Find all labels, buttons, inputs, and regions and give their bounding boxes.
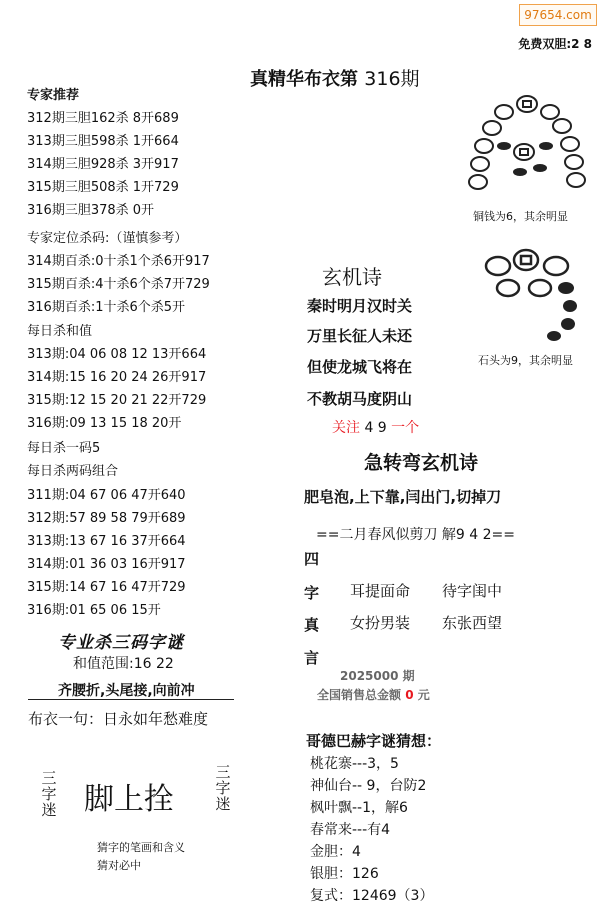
pro-kill-heading: 专业杀三码字谜: [58, 633, 184, 653]
list-item: 314期:01 36 03 16开917: [27, 557, 186, 572]
guanzhu-label: 关注: [332, 420, 360, 436]
daily-two-heading: 每日杀两码组合: [27, 464, 119, 479]
goldbach-line: 银胆：126: [310, 866, 379, 882]
coin-digit-illustration: [462, 92, 592, 202]
list-item: 313期三胆598杀 1开664: [27, 134, 179, 149]
jizhuanwan-heading: 急转弯玄机诗: [364, 452, 479, 474]
list-item: 312期三胆162杀 8开689: [27, 111, 179, 126]
list-item: 314期:15 16 20 24 26开917: [27, 370, 207, 385]
sales-total: [317, 686, 430, 703]
guanzhu-nums: 4 9: [364, 420, 387, 436]
sum-range: 和值范围:16 22: [73, 656, 174, 672]
xuanji-poem-title: 玄机诗: [322, 265, 382, 289]
list-item: 313期:04 06 08 12 13开664: [27, 347, 207, 362]
term-number: 2025000 期: [340, 669, 415, 683]
goldbach-line: 春常来---有4: [310, 822, 391, 838]
sales-label: 全国销售总金额: [317, 688, 402, 702]
site-watermark: 97654.com: [519, 4, 597, 26]
page-title: [250, 64, 420, 91]
poem-line: 不教胡马度阴山: [307, 390, 413, 408]
list-item: 315期三胆508杀 1开729: [27, 180, 179, 195]
hint-correct: 猜对必中: [97, 859, 141, 872]
caption-stones: 石头为9，其余明显: [478, 354, 573, 367]
zimi-label-right: 三字迷: [215, 763, 231, 813]
goldbach-line: 神仙台-- 9，台防2: [310, 778, 427, 794]
buyi-sentence: 布衣一句：日永如年愁难度: [28, 710, 209, 728]
list-item: 314期三胆928杀 3开917: [27, 157, 179, 172]
gold-word: 东张西望: [442, 614, 503, 632]
list-item: 315期:14 67 16 47开729: [27, 580, 186, 595]
february-line: ==二月春风似剪刀 解9 4 2==: [316, 527, 515, 543]
divider: [28, 699, 234, 700]
list-item: 316期百杀:1十杀6个杀5开: [27, 300, 186, 315]
goldbach-heading: 哥德巴赫字谜猜想：: [306, 732, 442, 750]
sales-amount: 0: [405, 688, 414, 702]
caption-coins: 铜钱为6，其余明显: [473, 210, 568, 223]
daily-sum-heading: 每日杀和值: [27, 324, 93, 339]
sales-unit: 元: [417, 688, 430, 702]
list-item: 315期百杀:4十杀6个杀7开729: [27, 277, 210, 292]
zimi-label-left: 三字迷: [41, 769, 57, 819]
free-pair-label: 免费双胆:2 8: [518, 37, 592, 51]
goldbach-line: 桃花寨---3，5: [310, 756, 399, 772]
hint-stroke: 猜字的笔画和含义: [97, 841, 185, 854]
poem-line: 秦时明月汉时关: [307, 297, 413, 315]
gold-word: 女扮男装: [350, 614, 411, 632]
title-issue: 316期: [364, 68, 420, 90]
gold-word: 待字闺中: [442, 582, 503, 600]
guanzhu-suffix: 一个: [391, 420, 420, 436]
poem-line: 万里长征人未还: [307, 327, 413, 345]
expert-recommend-heading: 专家推荐: [27, 88, 80, 103]
title-text: 真精华布衣第: [250, 69, 358, 90]
side-char: 真: [304, 616, 320, 634]
gold-word: 耳提面命: [350, 582, 411, 600]
poem-line: 但使龙城飞将在: [307, 358, 413, 376]
goldbach-line: 枫叶飘--1，解6: [310, 800, 408, 816]
qiyao-riddle: 齐腰折,头尾接,向前冲: [58, 683, 195, 699]
big-riddle: 脚上拴: [84, 782, 174, 817]
list-item: 316期:01 65 06 15开: [27, 603, 161, 618]
list-item: 316期:09 13 15 18 20开: [27, 416, 182, 431]
goldbach-line: 复式：12469（3）: [310, 888, 434, 904]
list-item: 313期:13 67 16 37开664: [27, 534, 186, 549]
list-item: 314期百杀:0十杀1个杀6开917: [27, 254, 210, 269]
stone-digit-illustration: [478, 244, 588, 344]
list-item: 315期:12 15 20 21 22开729: [27, 393, 207, 408]
list-item: 311期:04 67 06 47开640: [27, 488, 186, 503]
goldbach-line: 金胆：4: [310, 844, 361, 860]
expert-position-heading: 专家定位杀码:（谨慎参考）: [27, 231, 188, 246]
riddle-line: 肥皂泡,上下靠,闫出门,切掉刀: [304, 488, 502, 506]
list-item: 312期:57 89 58 79开689: [27, 511, 186, 526]
side-char: 字: [304, 584, 320, 602]
list-item: 316期三胆378杀 0开: [27, 203, 155, 218]
daily-one-kill: 每日杀一码5: [27, 441, 101, 456]
side-char: 四: [304, 550, 320, 568]
guanzhu-line: [332, 417, 419, 437]
side-char: 言: [304, 649, 320, 667]
